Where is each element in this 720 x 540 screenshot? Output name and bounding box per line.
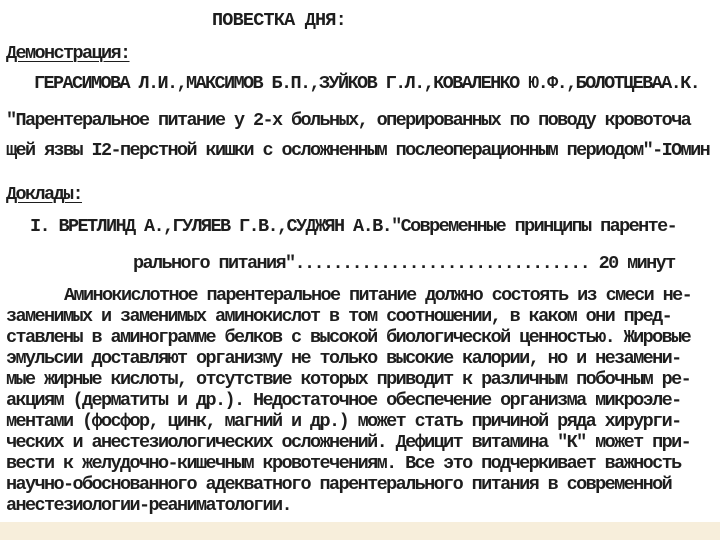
abstract-line: эмульсии доставляют организму не только высокие калории, но и незамени-	[6, 348, 681, 369]
abstract-line: ческих и анестезиологических осложнений. Дефицит витамина "К" может при-	[6, 432, 691, 453]
abstract-line: ставлены в аминограмме белков с высокой биологической ценностью. Жировые	[6, 327, 691, 348]
abstract-line: вести к желудочно-кишечным кровотечениям. Все это подчеркивает важность	[6, 453, 681, 474]
abstract-line: ментами (фосфор, цинк, магний и др.) может стать причиной ряда хирурги-	[6, 411, 681, 432]
abstract-line: анестезиологии-реаниматологии.	[6, 495, 292, 516]
abstract-line: заменимых и заменимых аминокислот в том соотношении, в каком они пред-	[6, 306, 672, 327]
report-item-line: рального питания"............................... 20 минут	[133, 253, 675, 274]
abstract-line: мые жирные кислоты, отсутствие которых приводит к различным побочным ре-	[6, 369, 691, 390]
reports-heading: Доклады:	[6, 184, 83, 205]
report-item-line: I. ВРЕТЛИНД А.,ГУЛЯЕВ Г.В.,СУДЖЯН А.В."Современные принципы паренте-	[30, 216, 677, 237]
demonstration-authors: ГЕРАСИМОВА Л.И.,МАКСИМОВ Б.П.,ЗУЙКОВ Г.Л.,КОВАЛЕНКО Ю.Ф.,БОЛОТЦЕВАА.К.	[34, 73, 700, 94]
abstract-line: акциям (дерматиты и др.). Недостаточное обеспечение организма микроэле-	[6, 390, 681, 411]
demonstration-heading: Демонстрация:	[6, 43, 130, 64]
page-background-strip	[0, 522, 720, 540]
page-title: ПОВЕСТКА ДНЯ:	[212, 10, 346, 31]
abstract-line: научно-обоснованного адекватного парентерального питания в современной	[6, 474, 672, 495]
demonstration-topic-line: "Парентеральное питание у 2-х больных, оперированных по поводу кровоточа	[6, 110, 691, 131]
demonstration-topic-line: щей язвы I2-перстной кишки с осложненным послеоперационным периодом"-IOмин	[6, 140, 710, 161]
abstract-line: Аминокислотное парентеральное питание должно состоять из смеси не-	[64, 285, 692, 306]
